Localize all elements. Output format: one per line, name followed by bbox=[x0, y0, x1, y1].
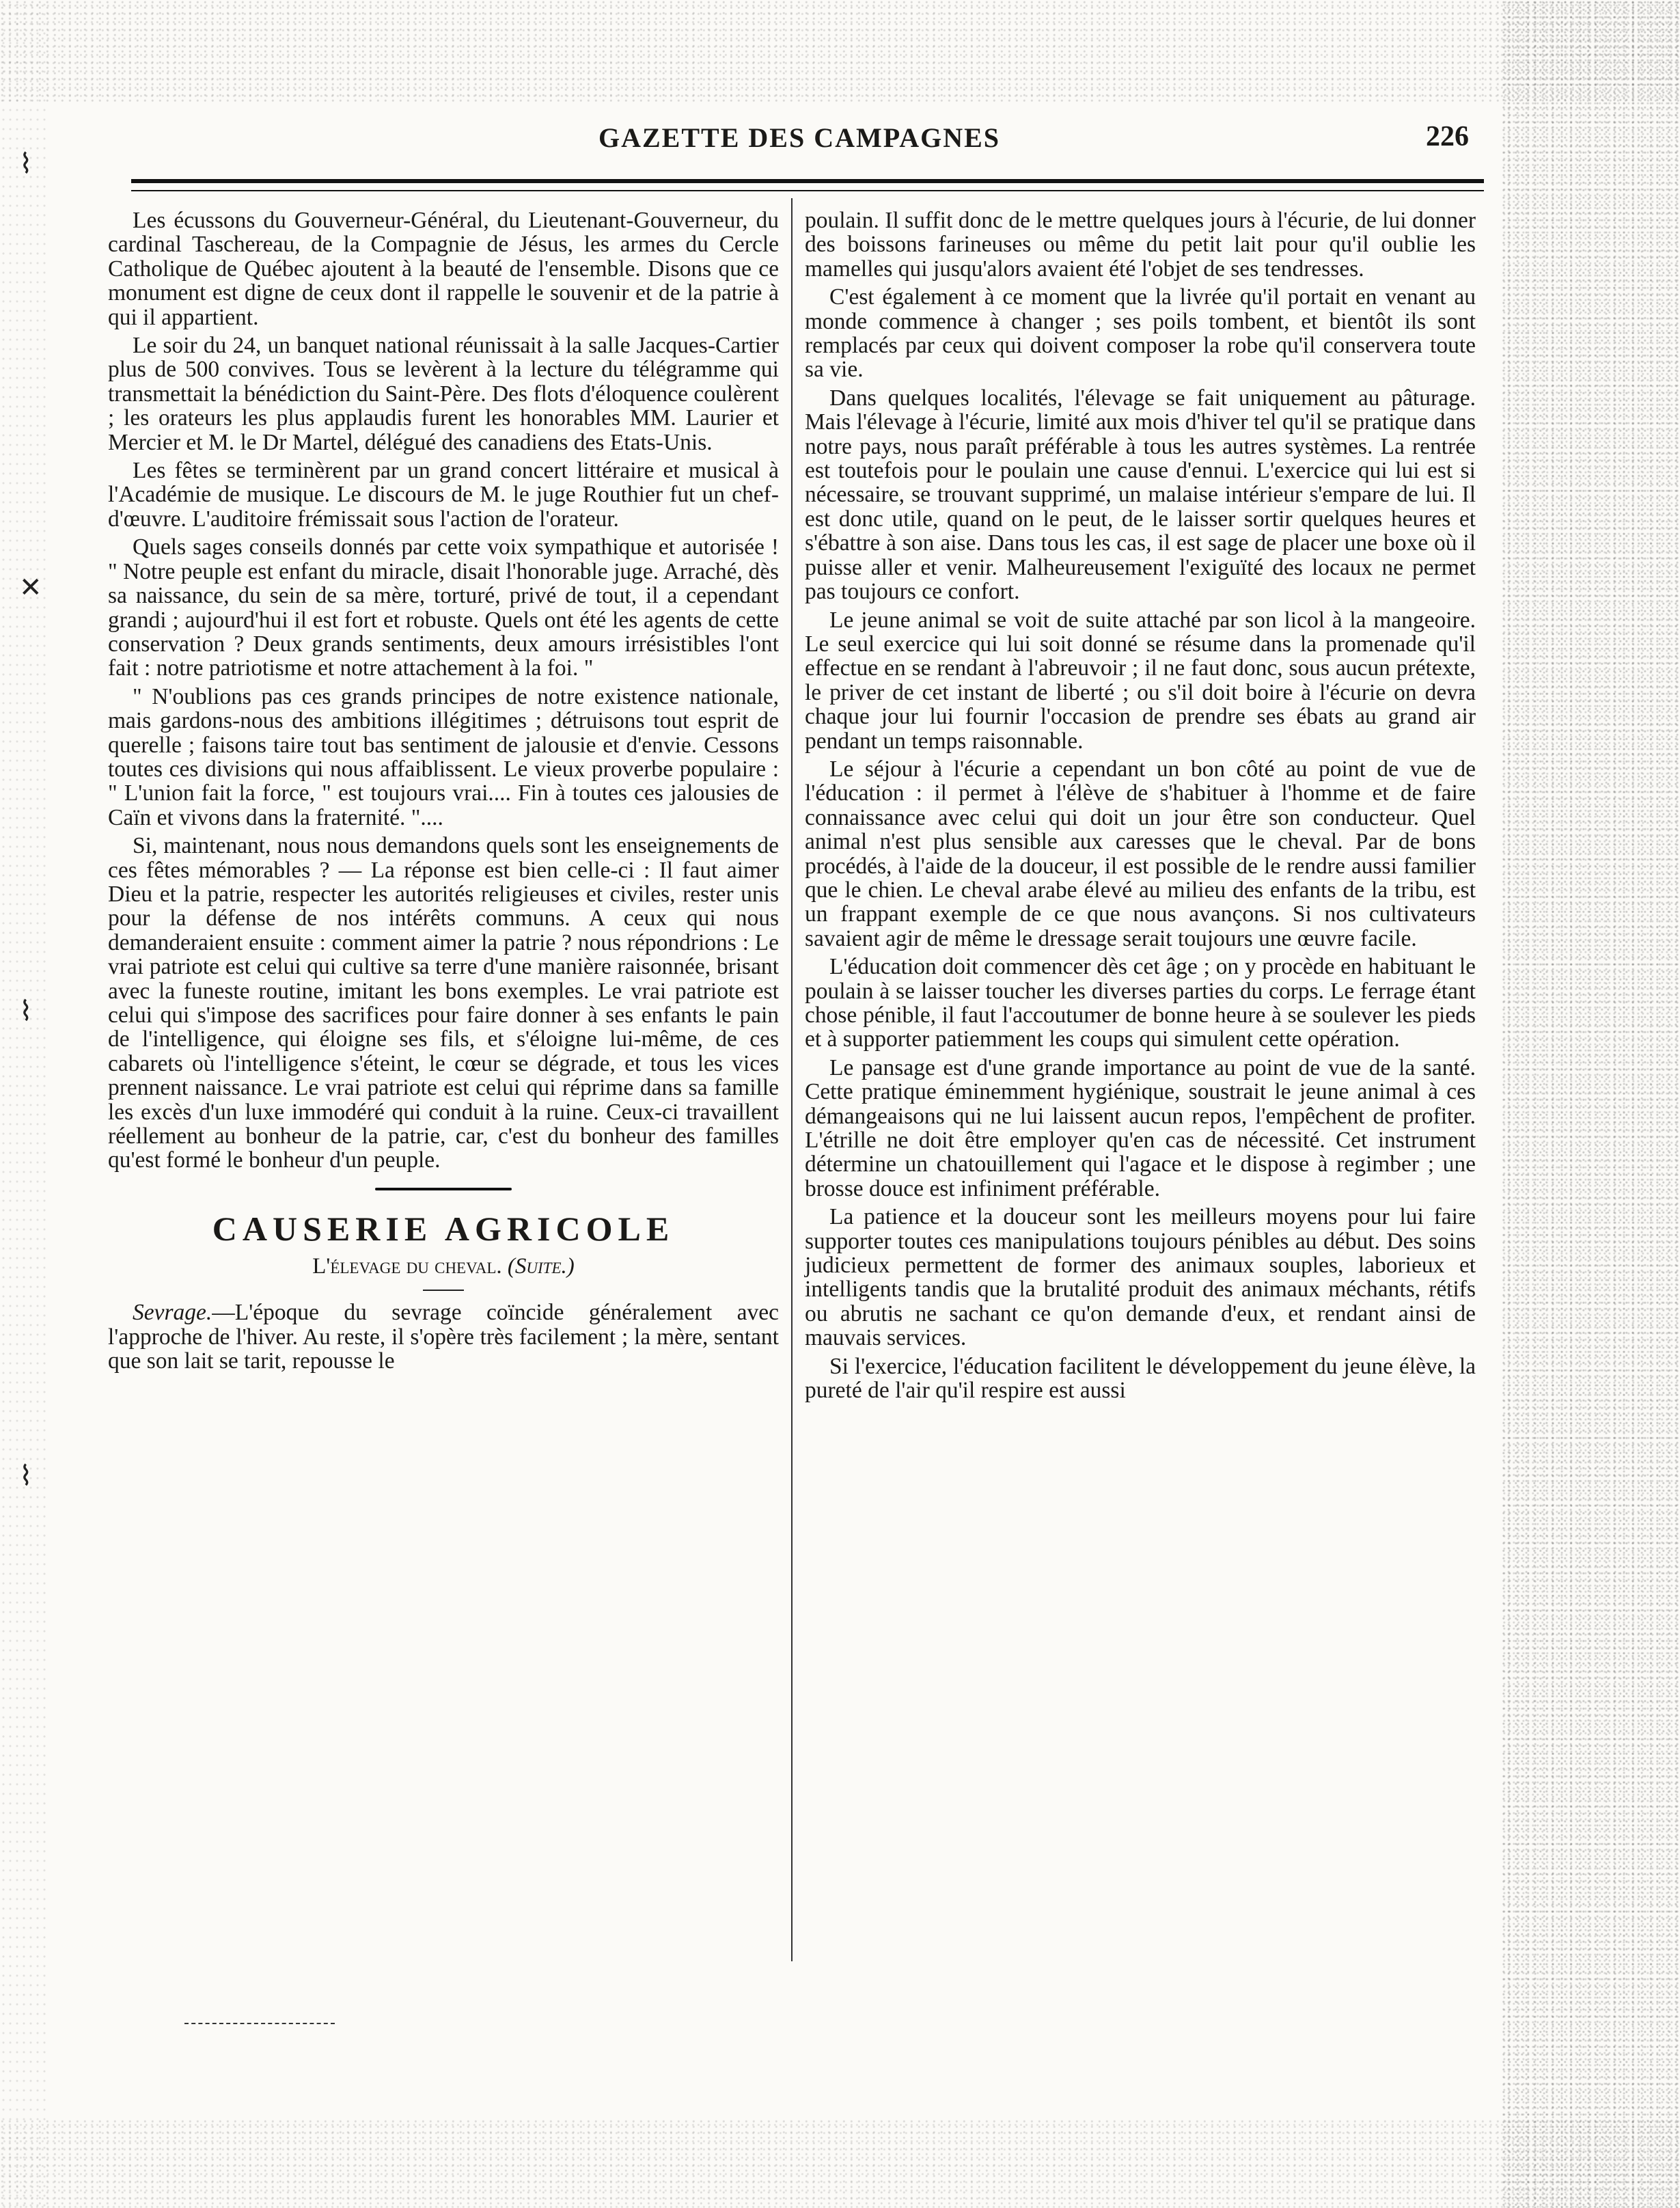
article-paragraph: Les fêtes se terminèrent par un grand concert littéraire et musical à l'Académie de musique. Le discours de M. le juge Routhier fut un chef-d'œuvre. L'auditoire frémissait sous l'action de l'orateur. bbox=[108, 458, 779, 532]
article-paragraph: Si l'exercice, l'éducation facilitent le développement du jeune élève, la pureté de l'air qu'il respire est aussi bbox=[805, 1353, 1476, 1404]
article-paragraph: La patience et la douceur sont les meilleurs moyens pour lui faire supporter toutes ces manipulations toujours pénibles au début. Des soins judicieux permettent de former des animaux souples, laborieux et intelligents tandis que la brutalité produit des animaux méchants, rétifs ou abrutis ne sachant ce qu'on demande d'eux, et rendant ainsi de mauvais services. bbox=[805, 1204, 1476, 1351]
binding-marks bbox=[19, 137, 40, 2118]
article-paragraph: " N'oublions pas ces grands principes de notre existence nationale, mais gardons-nous des ambitions illégitimes ; détruisons tout esprit de querelle ; faisons taire tout bas sentiment de jalousie et d'envie. Cessons toutes ces divisions qui nous affaiblissent. Le vieux proverbe populaire : " L'union fait la force, " est toujours vrai.... Fin à toutes ces jalousies de Caïn et vivons dans la fraternité. ".... bbox=[108, 683, 779, 830]
section-subtitle-text: L'élevage du cheval. bbox=[312, 1253, 502, 1279]
left-column bbox=[108, 208, 779, 1377]
article-paragraph: Le pansage est d'une grande importance au point de vue de la santé. Cette pratique éminemment hygiénique, soustrait le jeune animal à ces démangeaisons qui ne lui laissent aucun repos, l'empêchent de profiter. L'étrille ne doit être employer qu'en cas de nécessité. Cet instrument détermine un chatouillement qui l'agace et le dispose à regimber ; une brosse douce est infiniment préférable. bbox=[805, 1054, 1476, 1201]
page-header bbox=[130, 118, 1469, 159]
article-paragraph: Le séjour à l'écurie a cependant un bon côté au point de vue de l'éducation : il permet à l'élève de s'habituer à l'homme et de faire connaissance avec celui qui doit un jour être son conducteur. Quel animal n'est plus sensible aux caresses que le cheval. Par de bons procédés, à l'aide de la douceur, il est possible de le rendre aussi familier que le chien. Le cheval arabe élevé au milieu des enfants de la tribu, est un frappant exemple de ce que nous avançons. Si nos cultivateurs savaient agir de même le dressage serait toujours une œuvre facile. bbox=[805, 756, 1476, 951]
binding-mark: ✕ bbox=[19, 572, 42, 603]
right-column bbox=[805, 208, 1476, 1407]
page-number: 226 bbox=[1426, 121, 1469, 152]
sevrage-paragraph bbox=[108, 1300, 779, 1373]
running-title: GAZETTE DES CAMPAGNES bbox=[598, 122, 1000, 153]
footer-dash-marks bbox=[184, 2023, 335, 2026]
section-divider-rule bbox=[375, 1188, 512, 1190]
header-rule bbox=[131, 179, 1484, 191]
section-subtitle-suffix: (Suite.) bbox=[507, 1253, 575, 1279]
subtitle-rule bbox=[423, 1290, 464, 1291]
article-paragraph: Le jeune animal se voit de suite attaché par son licol à la mangeoire. Le seul exercice qui lui soit donné se résume dans la promenade qu'il effectue en se rendant à l'abreuvoir ; il ne faut donc, sous aucun prétexte, le priver de cet instant de liberté ; ou s'il doit boire à l'écurie on devra chaque jour lui fournir l'occasion de prendre ses ébats au grand air pendant un temps raisonnable. bbox=[805, 607, 1476, 754]
article-paragraph: Le soir du 24, un banquet national réunissait à la salle Jacques-Cartier plus de 500 convives. Tous se levèrent à la lecture du télégramme qui transmettait la bénédiction du Saint-Père. Des flots d'éloquence coulèrent ; les orateurs les plus applaudis furent les honorables MM. Laurier et Mercier et M. le Dr Martel, délégué des canadiens des Etats-Unis. bbox=[108, 333, 779, 455]
article-paragraph: Quels sages conseils donnés par cette voix sympathique et autorisée ! " Notre peuple est enfant du miracle, disait l'honorable juge. Arraché, dès sa naissance, du sein de sa mère, torturé, privé de tout, il a cependant grandi ; aujourd'hui il est fort et robuste. Quels ont été les agents de cette conservation ? Deux grands sentiments, deux amours irrésistibles l'ont fait : notre patriotisme et notre attachement à la foi. " bbox=[108, 534, 779, 681]
binding-mark: ⌇ bbox=[19, 148, 33, 179]
article-paragraph: Si, maintenant, nous nous demandons quels sont les enseignements de ces fêtes mémorables ? — La réponse est bien celle-ci : Il faut aimer Dieu et la patrie, respecter les autorités religieuses et civiles, rester unis pour la défense de nos intérêts communs. A ceux qui nous demanderaient ensuite : comment aimer la patrie ? nous répondrions : Le vrai patriote est celui qui cultive sa terre d'une manière raisonnée, brisant avec la funeste routine, imitant les bons exemples. Le vrai patriote est celui qui s'impose des sacrifices pour faire donner à ses enfants le pain de l'intelligence, qui éloigne ses fils, et s'éloigne lui-même, de ces cabarets où l'intelligence s'éteint, le cœur se dégrade, et tous les vices prennent naissance. Le vrai patriote est celui qui réprime dans sa famille les excès d'un luxe immodéré qui conduit à la ruine. Ceux-ci travaillent réellement au bonheur de la patrie, car, c'est du bonheur des familles qu'est formé le bonheur d'un peuple. bbox=[108, 833, 779, 1173]
binding-mark: ⌇ bbox=[19, 996, 33, 1026]
article-paragraph: C'est également à ce moment que la livrée qu'il portait en venant au monde commence à changer ; ses poils tombent, et bientôt ils sont remplacés par ceux qui doivent composer la robe qu'il conservera toute sa vie. bbox=[805, 284, 1476, 383]
article-paragraph: poulain. Il suffit donc de le mettre quelques jours à l'écurie, de lui donner des boissons farineuses ou même du petit lait pour qu'il oublie les mamelles qui jusqu'alors avaient été l'objet de ses tendresses. bbox=[805, 208, 1476, 282]
section-title: CAUSERIE AGRICOLE bbox=[212, 1209, 675, 1248]
article-paragraph: Dans quelques localités, l'élevage se fait uniquement au pâturage. Mais l'élevage à l'écurie, limité aux mois d'hiver tel qu'il se pratique dans notre pays, nous paraît préférable à tous les autres systèmes. La rentrée est toutefois pour le poulain une cause d'ennui. L'exercice qui lui est si nécessaire, se trouvant supprimé, un malaise intérieur s'empare de lui. Il est donc utile, quand on le peut, de le laisser sortir quelques heures et s'ébattre à son aise. Dans tous les cas, il est sage de placer une boxe où il puisse aller et venir. Malheureusement l'exiguïté des locaux ne permet pas toujours ce confort. bbox=[805, 385, 1476, 605]
page-edge-speckle-right bbox=[1502, 0, 1680, 2208]
binding-mark: ⌇ bbox=[19, 1460, 33, 1491]
page-edge-speckle-top bbox=[0, 0, 1680, 103]
article-paragraph: L'éducation doit commencer dès cet âge ; on y procède en habituant le poulain à se laisser toucher les diverses parties du corps. Le ferrage étant chose pénible, il faut l'accoutumer de bonne heure à se soulever les pieds et à supporter patiemment les coups qui simulent cette opération. bbox=[805, 954, 1476, 1052]
page-edge-speckle-bottom bbox=[0, 2119, 1680, 2208]
column-divider bbox=[791, 198, 793, 1961]
section-subtitle bbox=[108, 1255, 779, 1279]
article-paragraph: Les écussons du Gouverneur-Général, du Lieutenant-Gouverneur, du cardinal Taschereau, de la Compagnie de Jésus, les armes du Cercle Catholique de Québec ajoutent à la beauté de l'ensemble. Disons que ce monument est digne de ceux dont il rappelle le souvenir et de la patrie à qui il appartient. bbox=[108, 208, 779, 330]
sevrage-lead-word: Sevrage. bbox=[133, 1300, 212, 1326]
sevrage-text: —L'époque du sevrage coïncide généralement avec l'approche de l'hiver. Au reste, il s'opère très facilement ; la mère, sentant que son lait se tarit, repousse le bbox=[108, 1300, 779, 1374]
